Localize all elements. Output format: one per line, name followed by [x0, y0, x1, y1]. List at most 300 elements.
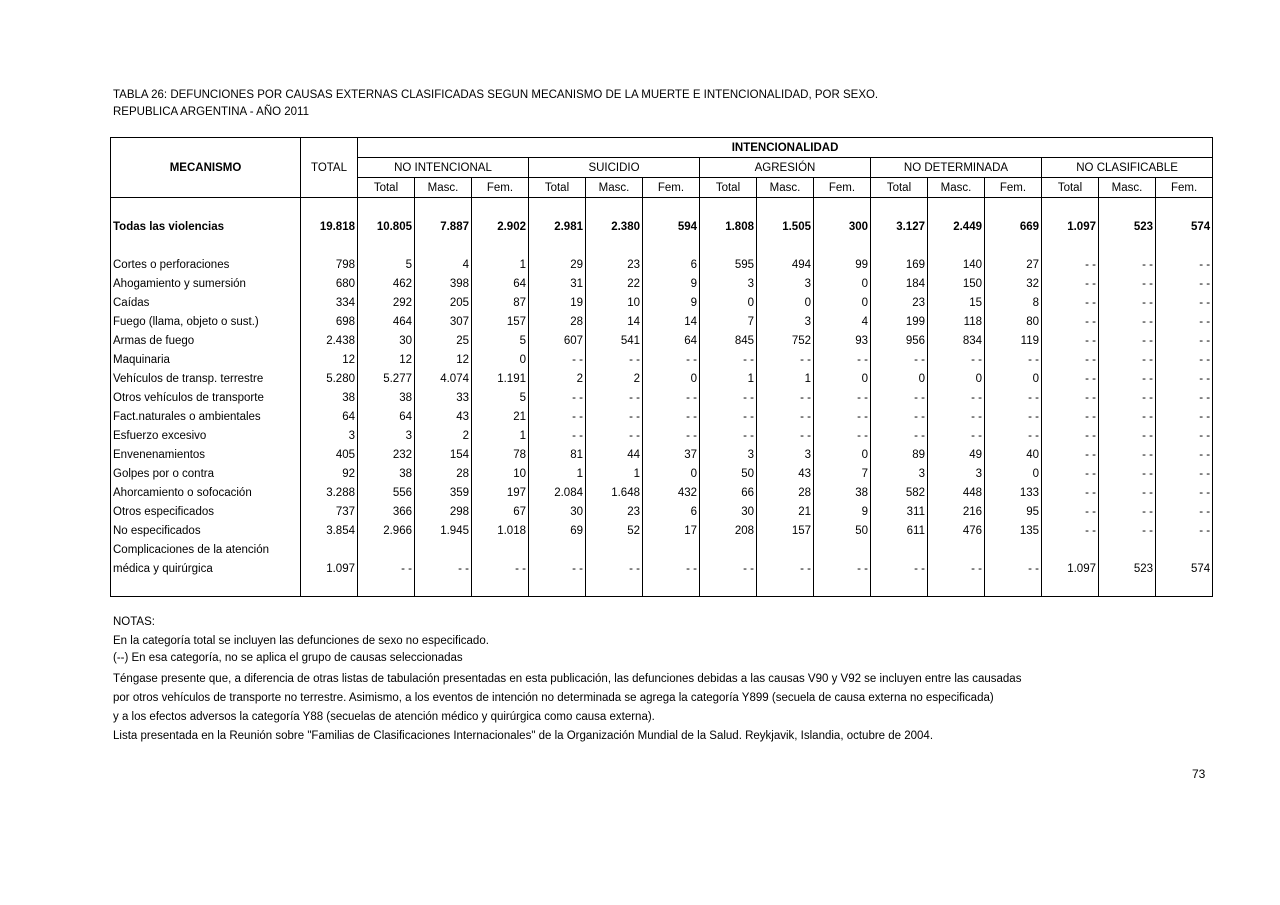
note-line: Téngase presente que, a diferencia de otras listas de tabulación presentadas en esta publicación, las defunciones debidas a las causas V90 y V92 se incluyen entre las causadas	[113, 673, 1022, 685]
table-cell: 594	[643, 217, 700, 236]
table-cell: - -	[1099, 274, 1156, 293]
table-cell: 3.854	[301, 521, 358, 540]
table-cell: 1	[529, 464, 586, 483]
table-cell: - -	[1099, 331, 1156, 350]
row-label: Cortes o perforaciones	[111, 255, 301, 274]
table-cell: 6	[643, 255, 700, 274]
table-cell: - -	[871, 407, 928, 426]
table-cell: - -	[529, 407, 586, 426]
table-cell: - -	[1156, 274, 1213, 293]
header-intencionalidad: INTENCIONALIDAD	[358, 138, 1213, 158]
table-cell: 38	[301, 388, 358, 407]
table-cell: 93	[814, 331, 871, 350]
table-cell: 1	[586, 464, 643, 483]
table-cell: 12	[301, 350, 358, 369]
table-cell	[529, 540, 586, 559]
table-cell: 208	[700, 521, 757, 540]
table-cell: 1	[472, 426, 529, 445]
table-cell: 3	[301, 426, 358, 445]
table-cell: 0	[643, 369, 700, 388]
table-cell: - -	[1099, 502, 1156, 521]
table-cell: - -	[643, 350, 700, 369]
table-cell: - -	[1042, 274, 1099, 293]
table-cell: 4	[415, 255, 472, 274]
table-cell: 150	[928, 274, 985, 293]
table-cell: 9	[643, 274, 700, 293]
table-cell: 17	[643, 521, 700, 540]
table-cell: 64	[472, 274, 529, 293]
table-cell: 6	[643, 502, 700, 521]
table-cell: - -	[985, 559, 1042, 578]
table-cell: 4	[814, 312, 871, 331]
table-cell: - -	[529, 559, 586, 578]
table-cell: 523	[1099, 217, 1156, 236]
table-cell: 398	[415, 274, 472, 293]
table-cell: 7	[700, 312, 757, 331]
table-cell: 23	[586, 502, 643, 521]
defunciones-table	[110, 137, 1213, 597]
table-cell: 22	[586, 274, 643, 293]
table-row	[111, 464, 1213, 483]
table-cell: 157	[757, 521, 814, 540]
table-cell: 0	[814, 369, 871, 388]
table-row	[111, 350, 1213, 369]
table-cell: 52	[586, 521, 643, 540]
table-cell: 169	[871, 255, 928, 274]
table-cell: 157	[472, 312, 529, 331]
table-cell: 3	[928, 464, 985, 483]
table-cell: 366	[358, 502, 415, 521]
row-label: Complicaciones de la atención	[111, 540, 301, 559]
header-sub: Masc.	[415, 178, 472, 198]
table-cell: - -	[814, 426, 871, 445]
table-cell: 133	[985, 483, 1042, 502]
row-label: No especificados	[111, 521, 301, 540]
table-cell: 135	[985, 521, 1042, 540]
table-cell: - -	[1099, 350, 1156, 369]
table-cell: 2.449	[928, 217, 985, 236]
table-cell: 462	[358, 274, 415, 293]
table-cell: 595	[700, 255, 757, 274]
table-cell: 92	[301, 464, 358, 483]
table-cell: - -	[1156, 483, 1213, 502]
table-cell: 10	[472, 464, 529, 483]
table-cell: 3	[757, 312, 814, 331]
table-cell	[586, 540, 643, 559]
table-cell: - -	[1042, 369, 1099, 388]
table-cell: - -	[1042, 445, 1099, 464]
table-cell: 1.097	[301, 559, 358, 578]
table-cell: 64	[358, 407, 415, 426]
header-sub: Fem.	[1156, 178, 1213, 198]
table-cell: - -	[1099, 293, 1156, 312]
row-label: Fuego (llama, objeto o sust.)	[111, 312, 301, 331]
table-cell: 3.288	[301, 483, 358, 502]
header-sub: Masc.	[928, 178, 985, 198]
row-label: Otros vehículos de transporte	[111, 388, 301, 407]
table-cell: - -	[1042, 388, 1099, 407]
table-cell: 3	[358, 426, 415, 445]
table-cell: 1.505	[757, 217, 814, 236]
table-cell: - -	[928, 350, 985, 369]
table-cell: 30	[358, 331, 415, 350]
table-cell: 3	[700, 274, 757, 293]
row-label: Armas de fuego	[111, 331, 301, 350]
row-label: Ahogamiento y sumersión	[111, 274, 301, 293]
table-cell: 574	[1156, 217, 1213, 236]
total-row	[111, 217, 1213, 236]
table-row	[111, 388, 1213, 407]
table-cell: 12	[358, 350, 415, 369]
table-cell	[757, 540, 814, 559]
table-cell	[928, 540, 985, 559]
table-cell: 37	[643, 445, 700, 464]
table-cell: 523	[1099, 559, 1156, 578]
table-cell: 0	[871, 369, 928, 388]
table-cell: 43	[757, 464, 814, 483]
table-cell: 311	[871, 502, 928, 521]
notes-heading: NOTAS:	[113, 616, 155, 628]
table-cell: 582	[871, 483, 928, 502]
header-sub: Total	[700, 178, 757, 198]
table-cell: 0	[814, 445, 871, 464]
table-cell: 64	[643, 331, 700, 350]
note-line: Lista presentada en la Reunión sobre "Familias de Clasificaciones Internacionales" de la Organización Mundial de la Salud. Reykjavik, Islandia, octubre de 2004.	[113, 730, 934, 742]
table-cell: - -	[700, 426, 757, 445]
table-row	[111, 445, 1213, 464]
table-cell: 5	[472, 388, 529, 407]
table-cell	[814, 540, 871, 559]
header-sub: Total	[529, 178, 586, 198]
table-cell: 10.805	[358, 217, 415, 236]
table-cell: 5.280	[301, 369, 358, 388]
table-cell: 698	[301, 312, 358, 331]
table-cell: 607	[529, 331, 586, 350]
table-cell: 1	[757, 369, 814, 388]
table-cell: 81	[529, 445, 586, 464]
table-cell: 476	[928, 521, 985, 540]
table-cell: - -	[529, 350, 586, 369]
table-cell: 556	[358, 483, 415, 502]
table-cell: - -	[814, 407, 871, 426]
table-cell: 25	[415, 331, 472, 350]
table-cell: 23	[871, 293, 928, 312]
table-cell: 0	[643, 464, 700, 483]
table-cell: 611	[871, 521, 928, 540]
header-sub: Total	[1042, 178, 1099, 198]
table-cell: 845	[700, 331, 757, 350]
table-cell: 0	[472, 350, 529, 369]
table-cell: - -	[700, 407, 757, 426]
table-cell: 99	[814, 255, 871, 274]
table-cell: 1.018	[472, 521, 529, 540]
table-cell: 2.084	[529, 483, 586, 502]
table-cell: 30	[700, 502, 757, 521]
table-title: TABLA 26: DEFUNCIONES POR CAUSAS EXTERNAS CLASIFICADAS SEGUN MECANISMO DE LA MUERTE E INTENCIONALIDAD, POR SEXO.	[113, 89, 879, 101]
table-cell: - -	[928, 407, 985, 426]
table-cell: - -	[985, 350, 1042, 369]
table-cell: 5	[472, 331, 529, 350]
table-cell: - -	[358, 559, 415, 578]
table-cell: - -	[1156, 521, 1213, 540]
table-cell	[1099, 540, 1156, 559]
table-cell: 1.808	[700, 217, 757, 236]
table-cell: 50	[814, 521, 871, 540]
table-cell: 432	[643, 483, 700, 502]
header-group: NO INTENCIONAL	[358, 158, 529, 178]
table-cell: - -	[928, 388, 985, 407]
header-sub: Fem.	[814, 178, 871, 198]
table-cell: 1.945	[415, 521, 472, 540]
header-total: TOTAL	[301, 138, 358, 198]
table-cell: - -	[586, 388, 643, 407]
table-cell: 27	[985, 255, 1042, 274]
table-cell: 66	[700, 483, 757, 502]
table-cell: 19	[529, 293, 586, 312]
row-label: Esfuerzo excesivo	[111, 426, 301, 445]
header-sub: Total	[871, 178, 928, 198]
table-cell: 737	[301, 502, 358, 521]
header-sub: Fem.	[643, 178, 700, 198]
table-cell: 199	[871, 312, 928, 331]
table-cell: 89	[871, 445, 928, 464]
header-group: NO CLASIFICABLE	[1042, 158, 1213, 178]
table-cell: 1.097	[1042, 559, 1099, 578]
table-cell: 14	[643, 312, 700, 331]
table-cell: - -	[643, 426, 700, 445]
table-cell: - -	[1099, 445, 1156, 464]
table-cell: 300	[814, 217, 871, 236]
table-cell: 205	[415, 293, 472, 312]
table-cell: 49	[928, 445, 985, 464]
table-cell: 40	[985, 445, 1042, 464]
table-cell	[358, 540, 415, 559]
row-label: Fact.naturales o ambientales	[111, 407, 301, 426]
table-cell: - -	[1156, 445, 1213, 464]
table-cell: 9	[814, 502, 871, 521]
table-cell: - -	[871, 350, 928, 369]
table-cell: - -	[1099, 464, 1156, 483]
table-cell: 4.074	[415, 369, 472, 388]
table-cell: 29	[529, 255, 586, 274]
table-cell: 3	[871, 464, 928, 483]
table-cell: 7	[814, 464, 871, 483]
header-sub: Fem.	[985, 178, 1042, 198]
table-cell: 43	[415, 407, 472, 426]
row-label: Todas las violencias	[111, 217, 301, 236]
table-cell: 8	[985, 293, 1042, 312]
header-sub: Masc.	[757, 178, 814, 198]
table-cell: 232	[358, 445, 415, 464]
table-cell: 574	[1156, 559, 1213, 578]
table-cell: 541	[586, 331, 643, 350]
table-cell: 30	[529, 502, 586, 521]
table-cell: 14	[586, 312, 643, 331]
table-cell: 15	[928, 293, 985, 312]
table-cell: - -	[1042, 255, 1099, 274]
table-cell: 69	[529, 521, 586, 540]
table-cell: 3	[700, 445, 757, 464]
table-cell: 5	[358, 255, 415, 274]
table-cell: 87	[472, 293, 529, 312]
table-cell: - -	[985, 388, 1042, 407]
table-cell: 1.097	[1042, 217, 1099, 236]
table-cell: 798	[301, 255, 358, 274]
table-cell	[472, 540, 529, 559]
table-cell: 2.902	[472, 217, 529, 236]
table-cell: 2	[529, 369, 586, 388]
header-sub: Total	[358, 178, 415, 198]
row-label: Envenenamientos	[111, 445, 301, 464]
table-row	[111, 255, 1213, 274]
table-cell: 12	[415, 350, 472, 369]
table-row	[111, 502, 1213, 521]
table-cell: - -	[814, 350, 871, 369]
table-cell: - -	[1042, 293, 1099, 312]
table-cell	[985, 540, 1042, 559]
table-cell: 9	[643, 293, 700, 312]
table-row	[111, 312, 1213, 331]
table-cell: - -	[1042, 312, 1099, 331]
row-label: Otros especificados	[111, 502, 301, 521]
row-label: Caídas	[111, 293, 301, 312]
table-cell: 0	[814, 293, 871, 312]
header-sub: Masc.	[586, 178, 643, 198]
table-cell: - -	[1156, 255, 1213, 274]
table-cell	[415, 540, 472, 559]
table-cell: - -	[1156, 388, 1213, 407]
table-cell: - -	[1042, 350, 1099, 369]
table-cell	[871, 540, 928, 559]
table-cell: - -	[985, 407, 1042, 426]
header-mecanismo: MECANISMO	[111, 138, 301, 198]
table-cell: - -	[757, 426, 814, 445]
table-cell	[700, 540, 757, 559]
table-cell: 1.648	[586, 483, 643, 502]
table-cell	[1042, 540, 1099, 559]
table-cell: - -	[1042, 464, 1099, 483]
table-cell: 669	[985, 217, 1042, 236]
table-cell: 3	[757, 274, 814, 293]
table-cell: - -	[643, 388, 700, 407]
table-cell: 7.887	[415, 217, 472, 236]
table-cell: 23	[586, 255, 643, 274]
table-cell: - -	[1042, 502, 1099, 521]
table-cell: - -	[757, 407, 814, 426]
table-cell: - -	[1099, 426, 1156, 445]
table-cell: 1.191	[472, 369, 529, 388]
table-cell: - -	[814, 388, 871, 407]
table-cell: 31	[529, 274, 586, 293]
table-cell: 334	[301, 293, 358, 312]
note-line: En la categoría total se incluyen las defunciones de sexo no especificado.	[113, 635, 489, 647]
table-cell: 3	[757, 445, 814, 464]
table-cell: 2	[415, 426, 472, 445]
row-label: Golpes por o contra	[111, 464, 301, 483]
table-cell: 5.277	[358, 369, 415, 388]
table-cell: 19.818	[301, 217, 358, 236]
table-cell: 95	[985, 502, 1042, 521]
table-cell: - -	[700, 388, 757, 407]
table-cell: 184	[871, 274, 928, 293]
table-cell: 0	[814, 274, 871, 293]
table-cell: - -	[757, 559, 814, 578]
table-row	[111, 293, 1213, 312]
table-cell: - -	[1042, 407, 1099, 426]
table-row	[111, 426, 1213, 445]
table-cell: 80	[985, 312, 1042, 331]
row-label: Vehículos de transp. terrestre	[111, 369, 301, 388]
table-cell: - -	[529, 388, 586, 407]
table-cell: 0	[985, 369, 1042, 388]
table-cell: 956	[871, 331, 928, 350]
table-row	[111, 559, 1213, 578]
table-cell: - -	[586, 426, 643, 445]
table-cell: - -	[1099, 483, 1156, 502]
table-cell: 21	[472, 407, 529, 426]
table-cell: 67	[472, 502, 529, 521]
table-cell: 298	[415, 502, 472, 521]
table-row	[111, 540, 1213, 559]
table-cell: - -	[700, 350, 757, 369]
table-cell: 32	[985, 274, 1042, 293]
table-cell: 834	[928, 331, 985, 350]
table-cell: 28	[757, 483, 814, 502]
table-row	[111, 407, 1213, 426]
table-cell: 38	[358, 388, 415, 407]
page-number: 73	[1192, 767, 1206, 781]
table-cell: 44	[586, 445, 643, 464]
note-line: (--) En esa categoría, no se aplica el grupo de causas seleccionadas	[113, 652, 463, 664]
table-cell: - -	[1156, 369, 1213, 388]
table-cell: 359	[415, 483, 472, 502]
table-cell: - -	[1156, 426, 1213, 445]
table-cell: 119	[985, 331, 1042, 350]
table-cell: 28	[529, 312, 586, 331]
table-cell: - -	[1156, 407, 1213, 426]
table-cell: 464	[358, 312, 415, 331]
table-cell: - -	[1156, 464, 1213, 483]
table-cell: - -	[871, 559, 928, 578]
table-cell: - -	[1099, 388, 1156, 407]
table-cell: 292	[358, 293, 415, 312]
table-cell: 1	[472, 255, 529, 274]
table-cell: 28	[415, 464, 472, 483]
table-cell: - -	[586, 350, 643, 369]
table-cell: - -	[757, 350, 814, 369]
table-cell: - -	[1156, 502, 1213, 521]
table-cell: 307	[415, 312, 472, 331]
note-line: y a los efectos adversos la categoría Y88 (secuelas de atención médico y quirúrgica como causa externa).	[113, 711, 655, 723]
header-sub: Masc.	[1099, 178, 1156, 198]
table-cell: 50	[700, 464, 757, 483]
table-cell: 2.380	[586, 217, 643, 236]
table-cell: 0	[985, 464, 1042, 483]
table-cell: 680	[301, 274, 358, 293]
table-cell: 33	[415, 388, 472, 407]
table-cell: - -	[1156, 293, 1213, 312]
table-cell: - -	[415, 559, 472, 578]
table-cell: 21	[757, 502, 814, 521]
table-cell: 1	[700, 369, 757, 388]
table-cell: 10	[586, 293, 643, 312]
table-subtitle: REPUBLICA ARGENTINA - AÑO 2011	[113, 106, 309, 118]
table-row	[111, 369, 1213, 388]
table-cell: - -	[1099, 407, 1156, 426]
table-cell: 2	[586, 369, 643, 388]
table-cell: - -	[1099, 312, 1156, 331]
table-cell: - -	[700, 559, 757, 578]
